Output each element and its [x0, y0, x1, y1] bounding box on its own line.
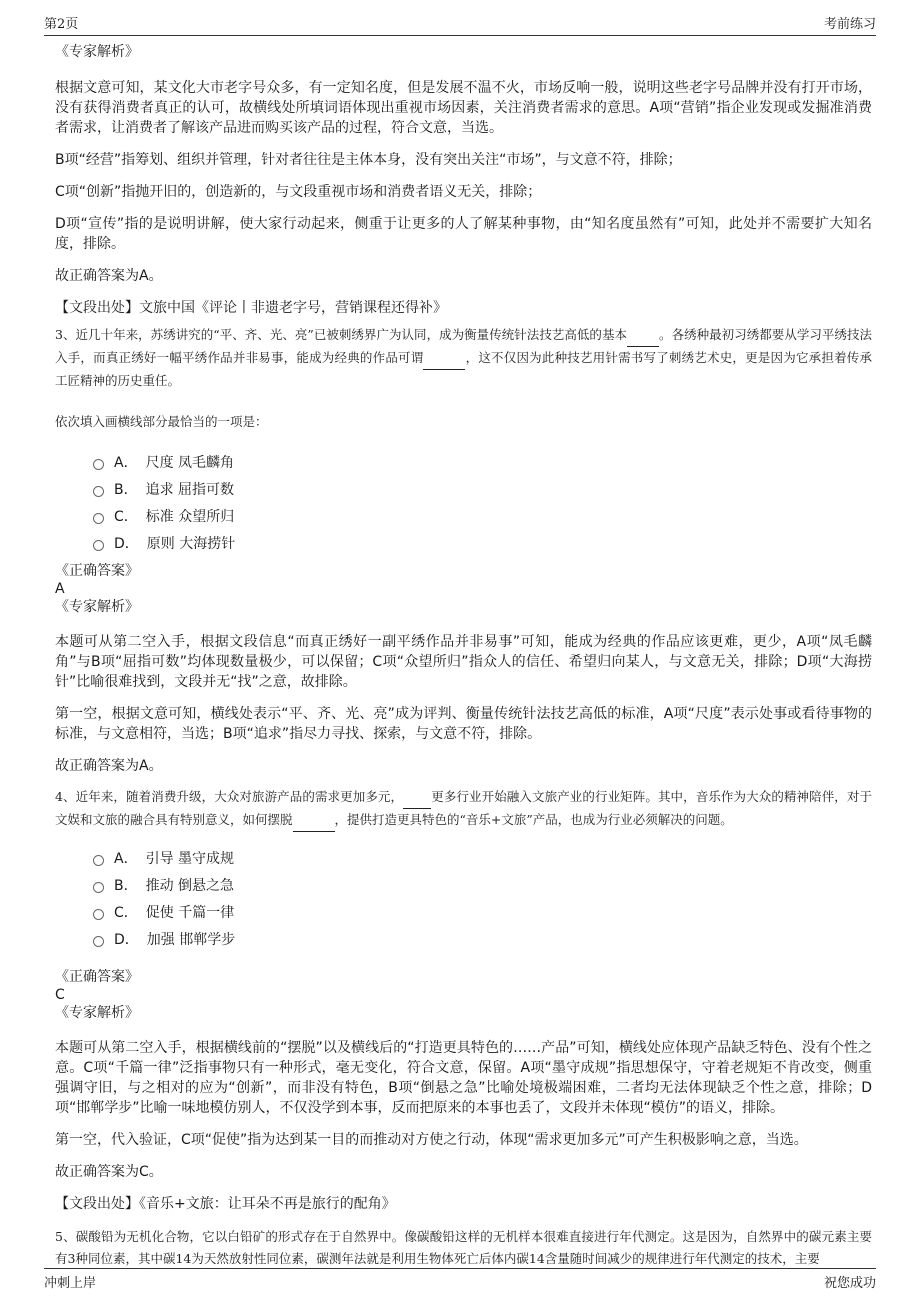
q4-answer: C [55, 987, 65, 1003]
q3-analysis-p2: 第一空，根据文意可知，横线处表示“平、齐、光、亮”成为评判、衡量传统针法技艺高低的标准，A项“尺度”表示处事或看待事物的标准，与文意相符，当选；B项“追求”指尽力寻找、探索，与文意不符，排除。 [55, 706, 872, 742]
q3-options [93, 448, 872, 556]
q3-blank-1 [627, 324, 659, 347]
q2-analysis-label: 《专家解析》 [55, 44, 139, 60]
footer-right: 祝您成功 [823, 1276, 876, 1291]
radio-icon[interactable] [93, 855, 104, 866]
q3-answer-label: 《正确答案》 [55, 563, 139, 579]
q2-conclusion: 故正确答案为A。 [55, 268, 163, 284]
q4-analysis-p2: 第一空，代入验证，C项“促使”指为达到某一目的而推动对方使之行动，体现“需求更加多元”可产生积极影响之意，当选。 [55, 1132, 808, 1148]
radio-icon[interactable] [93, 459, 104, 470]
radio-icon[interactable] [93, 513, 104, 524]
q4-option-b[interactable]: B． 推动 倒悬之急 [93, 871, 872, 898]
q4-source: 【文段出处】《音乐+文旅：让耳朵不再是旅行的配角》 [55, 1196, 396, 1212]
q2-analysis-p4: D项“宣传”指的是说明讲解，使大家行动起来，侧重于让更多的人了解某种事物，由“知名度虽然有”可知，此处并不需要扩大知名度，排除。 [55, 216, 872, 252]
q3-option-d[interactable]: D． 原则 大海捞针 [93, 529, 872, 556]
q3-answer: A [55, 581, 65, 597]
q4-analysis-label: 《专家解析》 [55, 1005, 139, 1021]
q3-blank-2 [423, 347, 465, 370]
q4-conclusion: 故正确答案为C。 [55, 1164, 163, 1180]
q4-blank-2 [293, 809, 335, 832]
footer-left: 冲刺上岸 [44, 1276, 97, 1291]
radio-icon[interactable] [93, 936, 104, 947]
q3-lead: 依次填入画横线部分最恰当的一项是： [55, 414, 268, 429]
q4-option-d[interactable]: D． 加强 邯郸学步 [93, 925, 872, 952]
q3-question: 3、近几十年来，苏绣讲究的“平、齐、光、亮”已被刺绣界广为认同，成为衡量传统针法技艺高低的基本 。各绣种最初习绣都要从学习平绣技法入手，而真正绣好一幅平绣作品并非易事，能成为经典的作品可谓 ，这不仅因为此种技艺用针需书写了刺绣艺术史，更是因为它承担着传承工匠精神的历史重任。 [55, 324, 872, 392]
page-content [55, 42, 872, 1270]
q4-options [93, 844, 872, 952]
q3-option-a[interactable]: A． 尺度 凤毛麟角 [93, 448, 872, 475]
q4-question: 4、近年来，随着消费升级，大众对旅游产品的需求更加多元， 更多行业开始融入文旅产业的行业矩阵。其中，音乐作为大众的精神陪伴，对于文娱和文旅的融合具有特别意义，如何摆脱 ，提供打造更具特色的“音乐+文旅”产品，也成为行业必须解决的问题。 [55, 786, 872, 832]
q3-option-b[interactable]: B． 追求 屈指可数 [93, 475, 872, 502]
q5-question: 5、碳酸铅为无机化合物，它以白铅矿的形式存在于自然界中。像碳酸铅这样的无机样本很难直接进行年代测定。这是因为，自然界中的碳元素主要有3种同位素，其中碳14为天然放射性同位素，碳测年法就是利用生物体死亡后体内碳14含量随时间减少的规律进行年代测定的技术，主要 [55, 1229, 872, 1266]
q2-analysis-p3: C项“创新”指抛开旧的，创造新的，与文段重视市场和消费者语义无关，排除； [55, 184, 542, 200]
radio-icon[interactable] [93, 486, 104, 497]
q2-source: 【文段出处】文旅中国《评论丨非遗老字号，营销课程还得补》 [55, 300, 447, 316]
q2-analysis-p1: 根据文意可知，某文化大市老字号众多，有一定知名度，但是发展不温不火，市场反响一般，说明这些老字号品牌并没有打开市场，没有获得消费者真正的认可，故横线处所填词语体现出重视市场因素，关注消费者需求的意思。A项“营销”指企业发现或发掘准消费者需求，让消费者了解该产品进而购买该产品的过程，符合文意，当选。 [55, 80, 872, 136]
q3-analysis-label: 《专家解析》 [55, 599, 139, 615]
q4-answer-label: 《正确答案》 [55, 969, 139, 985]
q4-option-a[interactable]: A． 引导 墨守成规 [93, 844, 872, 871]
header-title: 考前练习 [823, 17, 876, 32]
q4-option-c[interactable]: C． 促使 千篇一律 [93, 898, 872, 925]
page-number: 第2页 [44, 17, 79, 32]
q3-conclusion: 故正确答案为A。 [55, 758, 163, 774]
page-header [44, 10, 876, 36]
q4-analysis-p1: 本题可从第二空入手，根据横线前的“摆脱”以及横线后的“打造更具特色的……产品”可知，横线处应体现产品缺乏特色、没有个性之意。C项“千篇一律”泛指事物只有一种形式，毫无变化，符合文意，保留。A项“墨守成规”指思想保守，守着老规矩不肯改变，侧重强调守旧，与之相对的应为“创新”，而非没有特色，B项“倒悬之急”比喻处境极端困难，二者均无法体现缺乏个性之意，排除；D项“邯郸学步”比喻一味地模仿别人，不仅没学到本事，反而把原来的本事也丢了，文段并未体现“模仿”的语义，排除。 [55, 1040, 872, 1116]
q4-blank-1 [403, 786, 431, 809]
page-footer [44, 1268, 876, 1296]
q3-option-c[interactable]: C． 标准 众望所归 [93, 502, 872, 529]
q2-analysis-p2: B项“经营”指筹划、组织并管理，针对者往往是主体本身，没有突出关注“市场”，与文意不符，排除； [55, 152, 682, 168]
radio-icon[interactable] [93, 882, 104, 893]
q3-analysis-p1: 本题可从第二空入手，根据文段信息“而真正绣好一副平绣作品并非易事”可知，能成为经典的作品应该更难，更少，A项“凤毛麟角”与B项“屈指可数”均体现数量极少，可以保留；C项“众望所归”指众人的信任、希望归向某人，与文意无关，排除；D项“大海捞针”比喻很难找到，文段并无“找”之意，故排除。 [55, 634, 872, 690]
radio-icon[interactable] [93, 909, 104, 920]
radio-icon[interactable] [93, 540, 104, 551]
